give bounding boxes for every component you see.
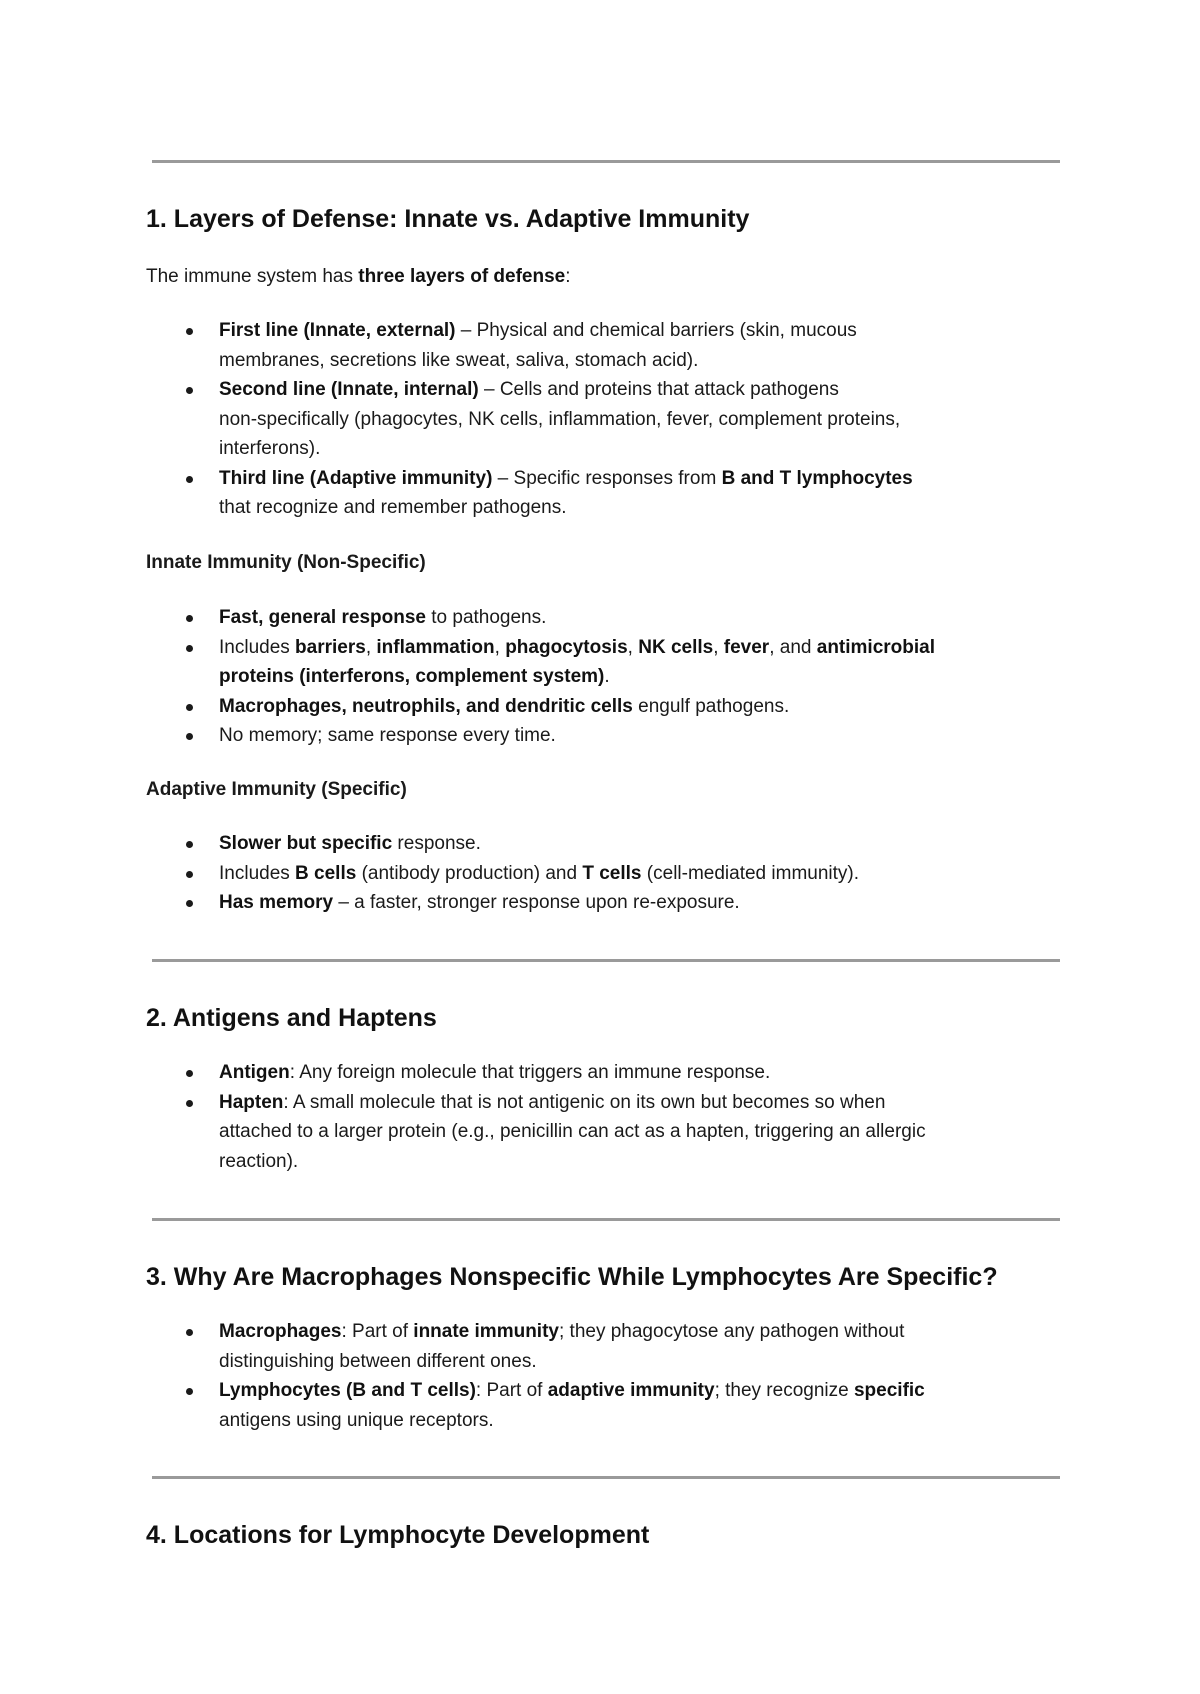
intro-bold: three layers of defense [358, 266, 566, 287]
item-text: – Physical and chemical barriers (skin, mucous [455, 320, 857, 341]
bullet-icon [186, 841, 193, 848]
item-bold: fever [723, 636, 770, 658]
horizontal-rule [152, 160, 1060, 163]
subheading-innate: Innate Immunity (Non-Specific) [146, 552, 426, 573]
item-text: . [604, 666, 610, 687]
item-bold: adaptive immunity [547, 1380, 715, 1401]
item-text: distinguishing between different ones. [219, 1350, 537, 1372]
item-text: , [365, 636, 377, 658]
item-text: – Cells and proteins that attack pathogens [478, 379, 839, 400]
item-bold: B and T lymphocytes [721, 467, 913, 489]
item-bold: B cells [295, 862, 357, 884]
item-text: membranes, secretions like sweat, saliva, stomach acid). [219, 349, 699, 371]
item-bold: innate immunity [413, 1321, 559, 1342]
item-text: : A small molecule that is not antigenic on its own but becomes so when [283, 1091, 886, 1113]
item-text: (antibody production) and [356, 862, 583, 884]
item-text: engulf pathogens. [632, 695, 790, 717]
list-item [0, 1376, 1080, 1435]
bullet-icon [186, 476, 193, 483]
item-text: attached to a larger protein (e.g., penicillin can act as a hapten, triggering an allergic [219, 1121, 926, 1142]
item-bold: barriers [295, 636, 366, 658]
item-bold: specific [853, 1380, 925, 1401]
bullet-icon [186, 900, 193, 907]
horizontal-rule [152, 1476, 1060, 1479]
section-heading-antigens: 2. Antigens and Haptens [146, 1004, 437, 1032]
item-bold: Fast, general response [219, 607, 426, 628]
item-bold: phagocytosis [505, 636, 628, 658]
item-text: (cell-mediated immunity). [641, 862, 860, 884]
section-heading-lymphocyte-development: 4. Locations for Lymphocyte Development [146, 1521, 650, 1549]
item-text: interferons). [219, 438, 321, 459]
bullet-icon [186, 1388, 193, 1395]
item-text: ; they recognize [714, 1380, 854, 1401]
list-item [0, 1058, 1080, 1088]
item-bold: proteins (interferons, complement system) [219, 666, 605, 687]
item-text: non-specifically (phagocytes, NK cells, inflammation, fever, complement proteins, [219, 408, 901, 430]
list-item [0, 1317, 1080, 1376]
bullet-icon [186, 704, 193, 711]
list-item [0, 316, 1080, 375]
item-bold: Has memory [219, 892, 334, 913]
section-heading-layers-of-defense: 1. Layers of Defense: Innate vs. Adaptive Immunity [146, 205, 750, 233]
item-bold: inflammation [376, 636, 495, 658]
item-text: : Part of [341, 1321, 414, 1342]
item-text: Includes [219, 636, 296, 658]
item-text: : Part of [475, 1380, 548, 1401]
list-item [0, 692, 1080, 722]
item-text: that recognize and remember pathogens. [219, 497, 567, 518]
item-text: – Specific responses from [492, 467, 722, 489]
macrophages-list [0, 1317, 1080, 1435]
item-text: to pathogens. [425, 607, 547, 628]
item-bold: NK cells [638, 636, 714, 658]
list-item [0, 603, 1080, 633]
item-text: Includes [219, 862, 296, 884]
item-bold: Third line (Adaptive immunity) [219, 467, 493, 489]
bullet-icon [186, 1070, 193, 1077]
bullet-icon [186, 1329, 193, 1336]
innate-list [0, 603, 1080, 751]
bullet-icon [186, 733, 193, 740]
item-text: , and [769, 636, 817, 658]
item-bold: Hapten [219, 1091, 284, 1113]
list-item [0, 721, 1080, 751]
intro-punct: : [565, 266, 571, 287]
item-text: : Any foreign molecule that triggers an immune response. [289, 1062, 771, 1083]
bullet-icon [186, 1100, 193, 1107]
item-text: No memory; same response every time. [219, 725, 556, 746]
item-bold: Macrophages, neutrophils, and dendritic cells [219, 695, 633, 717]
item-bold: Antigen [219, 1062, 290, 1083]
horizontal-rule [152, 1218, 1060, 1221]
item-text: antigens using unique receptors. [219, 1409, 494, 1431]
list-item [0, 1088, 1080, 1177]
subheading-adaptive: Adaptive Immunity (Specific) [146, 779, 407, 800]
horizontal-rule [152, 959, 1060, 962]
list-item [0, 888, 1080, 918]
item-text: , [494, 636, 506, 658]
item-text: ; they phagocytose any pathogen without [558, 1321, 905, 1342]
item-bold: Macrophages [219, 1321, 342, 1342]
bullet-icon [186, 328, 193, 335]
list-item [0, 375, 1080, 464]
item-text: , [713, 636, 724, 658]
list-item [0, 464, 1080, 523]
list-item [0, 859, 1080, 889]
item-bold: Second line (Innate, internal) [219, 379, 479, 400]
item-bold: antimicrobial [816, 636, 935, 658]
bullet-icon [186, 387, 193, 394]
item-text: – a faster, stronger response upon re-exposure. [333, 892, 740, 913]
intro-paragraph [146, 262, 571, 291]
section-heading-macrophages-vs-lymphocytes: 3. Why Are Macrophages Nonspecific While Lymphocytes Are Specific? [146, 1263, 998, 1291]
item-text: , [627, 636, 639, 658]
intro-text: The immune system has [146, 266, 359, 287]
bullet-icon [186, 615, 193, 622]
list-item [0, 829, 1080, 859]
item-text: reaction). [219, 1150, 299, 1172]
item-bold: Lymphocytes (B and T cells) [219, 1380, 476, 1401]
item-bold: First line (Innate, external) [219, 320, 456, 341]
list-item [0, 633, 1080, 692]
antigens-list [0, 1058, 1080, 1176]
bullet-icon [186, 645, 193, 652]
item-text: response. [392, 833, 481, 854]
item-bold: Slower but specific [219, 833, 393, 854]
bullet-icon [186, 871, 193, 878]
defense-lines-list [0, 316, 1080, 523]
adaptive-list [0, 829, 1080, 918]
item-bold: T cells [582, 862, 642, 884]
